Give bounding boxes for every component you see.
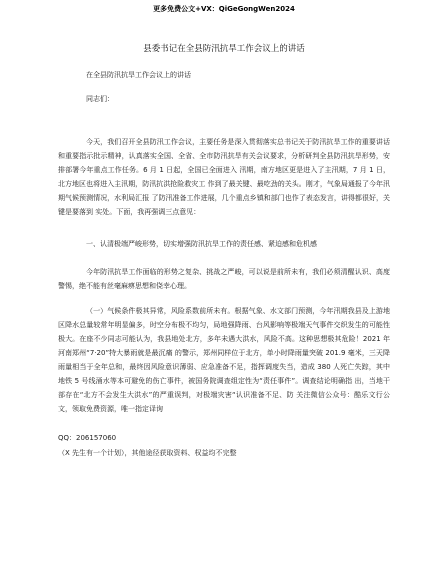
subtitle-line: 在全县防汛抗旱工作会议上的讲话: [86, 71, 191, 79]
section-heading-1: 一、认清极端严峻形势，切实增强防汛抗旱工作的责任感、紧迫感和危机感: [86, 240, 317, 248]
intro-paragraph: 今天，我们召开全县防汛工作会议，主要任务是深入贯彻落实总书记关于防汛抗旱工作的重要讲话和重要指示批示精神，认真落实全国、全省、全市防汛抗旱有关会议要求，分析研判全县防汛抗旱形势，安排部署今年重点工作任务。6 月 1 日起，全国已全面进入 汛期，南方地区更是进入了主汛期，7 月 1 日，北方地区也将进入主汛期，防汛抗洪抢险救灾工 作到了最关键、最吃劲的关头。刚才，气象局通报了今年汛期气候预测情况，水利局汇报 了防汛准备工作进展，几个重点乡镇和部门也作了表态发言，讲得都很好，关键是要落到 实处。下面，我再强调三点意见：: [58, 138, 390, 216]
contact-qq: QQ：206157060: [58, 434, 117, 442]
subsection-paragraph-1: （一）气候条件极其异常，风险系数前所未有。根据气象、水文部门预测，今年汛期我县及上游地区降水总量较常年明显偏多，时空分布极不均匀，局地强降雨、台风影响等极端天气事件交织发生的可能性极大。在座不少同志可能认为，我县地处北方，多年未遇大洪水，风险不高。这种思想极其危险！2021 年河南郑州“7·20”特大暴雨就是最沉痛 的警示，郑州同样位于北方，单小时降雨量突破 201.9 毫米，三天降雨量相当于全年总和，最终因风险意识薄弱、应急准备不足，指挥调度失当，造成 380 人死亡失踪，其中地铁 5 号线涌水等本可避免的伤亡事件，被国务院调查组定性为“责任事件”。调查结论明确指 出，当地干部存在“北方不会发生大洪水”的严重误判，对极端灾害“认识准备不足、防 关注微信公众号：酷乐文行公文，领取免费资源，唯一指定译询: [58, 307, 390, 413]
document-title: 县委书记在全县防汛抗旱工作会议上的讲话: [143, 44, 305, 54]
section-paragraph-1: 今年防汛抗旱工作面临的形势之复杂、挑战之严峻，可以说是前所未有，我们必须清醒认识、高度警惕，绝不能有丝毫麻痹思想和侥幸心理。: [58, 268, 390, 290]
salutation: 同志们：: [86, 95, 114, 103]
footer-note: （X 先生有一个计划），其他途径获取资料、权益均不完整: [58, 449, 237, 457]
promo-banner: 更多免费公文+VX：QiGeGongWen2024: [153, 5, 295, 13]
